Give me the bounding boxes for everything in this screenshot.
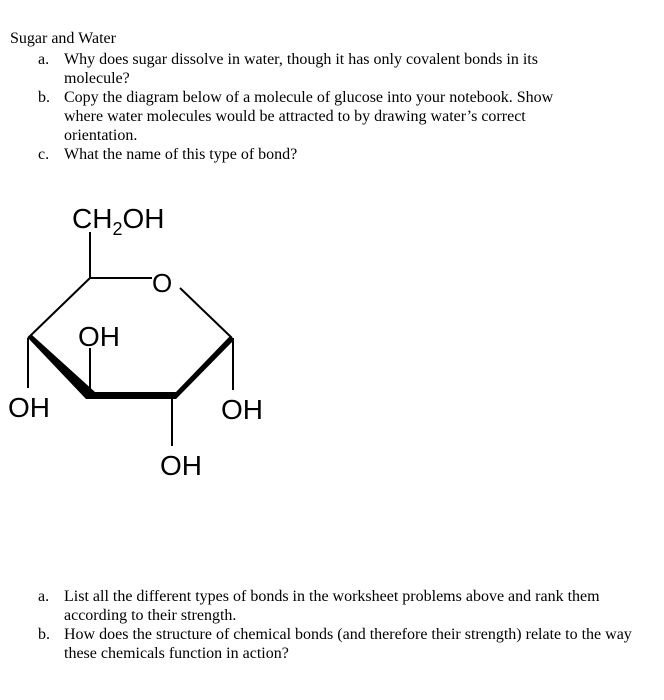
upper-hydroxyl-label: OH [78,321,120,352]
ring-wedge-bottom [86,392,176,399]
question-line: Why does sugar dissolve in water, though it has only covalent bonds in its [64,51,538,68]
question-line: What the name of this type of bond? [64,146,298,163]
question-line: List all the different types of bonds in the worksheet problems above and rank them [64,588,600,605]
ring-oxygen-label: O [152,268,173,298]
question-letter: b. [38,626,50,643]
question-letter: a. [38,588,50,605]
question-letter: c. [38,146,50,163]
right-hydroxyl-label: OH [221,394,263,425]
glucose-structure-diagram [0,190,300,490]
question-line: orientation. [64,127,138,144]
question-item-c [0,145,664,164]
section-heading: Sugar and Water [10,30,116,47]
left-hydroxyl-label: OH [8,392,50,423]
question-line: where water molecules would be attracted to by drawing water’s correct [64,108,526,125]
ring-bond-upper-right [180,288,232,338]
ring-wedge-right [176,336,234,399]
question-list-bottom [0,587,664,663]
question-item-b [0,625,664,663]
question-line: molecule? [64,70,130,87]
top-group-label: $CH_2OH$ [72,203,165,239]
question-line: these chemicals function in action? [64,645,289,662]
bottom-hydroxyl-label: OH [160,450,202,481]
question-item-b [0,88,664,145]
question-item-a [0,587,664,625]
question-line: according to their strength. [64,607,237,624]
question-letter: a. [38,51,50,68]
question-list-top [0,50,664,164]
question-letter: b. [38,89,50,106]
question-item-a [0,50,664,88]
question-line: Copy the diagram below of a molecule of glucose into your notebook. Show [64,89,554,106]
question-line: How does the structure of chemical bonds (and therefore their strength) relate to the way [64,626,632,643]
